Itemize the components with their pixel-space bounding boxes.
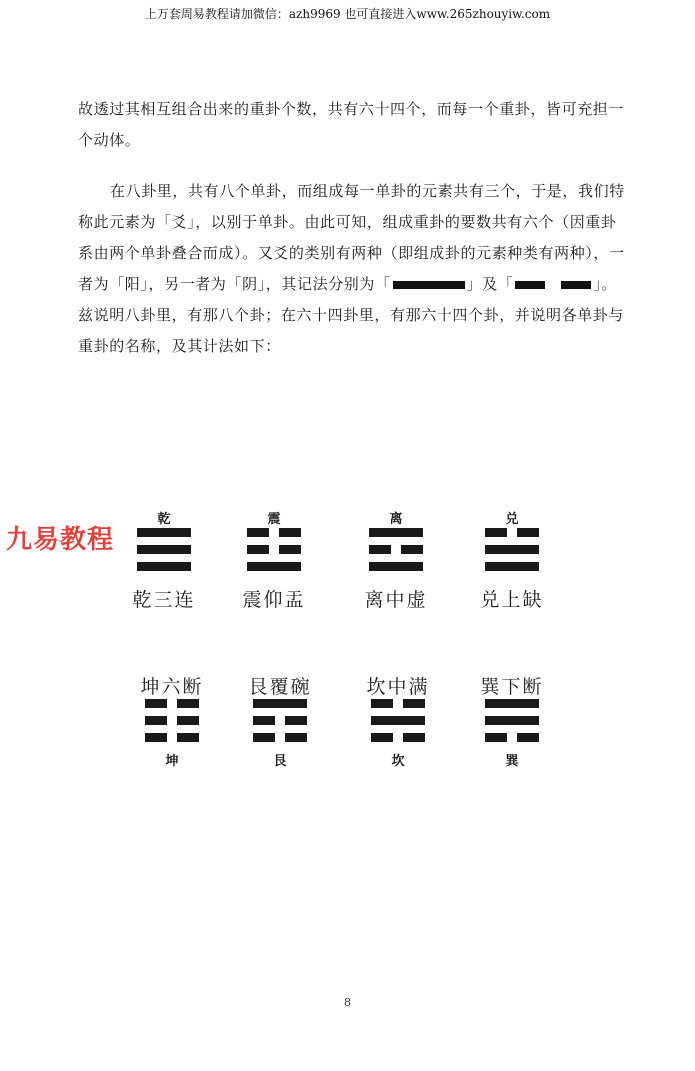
yin-line-segment (517, 528, 539, 537)
yang-line (369, 528, 423, 537)
trigram-xun (485, 699, 539, 743)
yin-line-segment (485, 528, 507, 537)
yin-line (145, 733, 199, 742)
yin-line (371, 699, 425, 708)
trigram-name-li: 离 (389, 512, 403, 527)
mnemonic-qian: 乾三连 (132, 589, 196, 611)
yin-line-segment (371, 699, 393, 708)
mnemonic-zhen: 震仰盂 (242, 589, 306, 611)
yang-line-bar (137, 562, 191, 571)
trigram-name-xun: 巽 (505, 754, 519, 769)
yang-line-bar (485, 562, 539, 571)
yin-line (253, 733, 307, 742)
trigram-zhen (247, 528, 301, 572)
yin-line-segment (247, 545, 269, 554)
yin-line (247, 545, 301, 554)
trigram-kan (371, 699, 425, 743)
yin-line-segment (517, 733, 539, 742)
yin-line-segment (285, 716, 307, 725)
mnemonic-li: 离中虚 (364, 589, 428, 611)
yang-line-bar (137, 545, 191, 554)
yang-line (137, 545, 191, 554)
paragraph-1: 故透过其相互组合出来的重卦个数，共有六十四个，而每一个重卦，皆可充担一个动体。 (78, 100, 625, 149)
yin-line (485, 733, 539, 742)
yin-line-segment (145, 699, 167, 708)
yin-line (253, 716, 307, 725)
yin-line-segment (145, 716, 167, 725)
yang-line (485, 699, 539, 708)
yin-line (145, 699, 199, 708)
trigram-kun (145, 699, 199, 743)
paragraph-2-after: 」。兹说明八卦里，有那八个卦；在六十四卦里，有那六十四个卦，并说明各单卦与重卦的名称，及其计法如下： (78, 275, 625, 355)
paragraph-2-before: 在八卦里，共有八个单卦，而组成每一单卦的元素共有三个，于是，我们特称此元素为「爻」，以别于单卦。由此可知，组成重卦的要数共有六个（因重卦系由两个单卦叠合而成）。又爻的类别有两种（即组成卦的元素种类有两种），一者为「阳」，另一者为「阴」，其记法分别为「 (78, 182, 625, 293)
yin-line (485, 528, 539, 537)
yang-line-bar (369, 528, 423, 537)
yin-line-segment (285, 733, 307, 742)
yang-line-symbol (393, 281, 465, 289)
yin-line-symbol-left (515, 281, 545, 289)
yang-line (137, 528, 191, 537)
yang-line-bar (253, 699, 307, 708)
yang-line-bar (137, 528, 191, 537)
watermark-logo: 九易教程 (6, 525, 115, 555)
trigram-li (369, 528, 423, 572)
yin-line-segment (177, 699, 199, 708)
yang-line (247, 562, 301, 571)
yin-line-segment (485, 733, 507, 742)
paragraph-2 (78, 176, 626, 362)
yang-line (371, 716, 425, 725)
yin-line-segment (371, 733, 393, 742)
mnemonic-dui: 兑上缺 (480, 589, 544, 611)
yin-line-segment (279, 528, 301, 537)
yin-line-symbol-right (561, 281, 591, 289)
trigram-name-dui: 兑 (505, 512, 519, 527)
yang-line (485, 716, 539, 725)
yang-line (369, 562, 423, 571)
paragraph-2-middle: 」及「 (466, 275, 514, 293)
yin-line-segment (177, 716, 199, 725)
trigram-gen (253, 699, 307, 743)
yang-line-bar (485, 545, 539, 554)
yin-line (145, 716, 199, 725)
yang-line-bar (247, 562, 301, 571)
yin-line-segment (247, 528, 269, 537)
yin-line (247, 528, 301, 537)
yang-line-bar (371, 716, 425, 725)
trigram-name-zhen: 震 (267, 512, 281, 527)
mnemonic-kun: 坤六断 (140, 676, 204, 698)
yin-line-segment (279, 545, 301, 554)
yin-line (369, 545, 423, 554)
trigram-qian (137, 528, 191, 572)
page-number: 8 (344, 996, 351, 1009)
yin-line (371, 733, 425, 742)
mnemonic-kan: 坎中满 (366, 676, 430, 698)
yang-line (485, 562, 539, 571)
yin-line-segment (177, 733, 199, 742)
mnemonic-gen: 艮覆碗 (248, 676, 312, 698)
yang-line (485, 545, 539, 554)
mnemonic-xun: 巽下断 (480, 676, 544, 698)
yin-line-segment (403, 699, 425, 708)
yin-line-segment (401, 545, 423, 554)
yang-line (137, 562, 191, 571)
yang-line (253, 699, 307, 708)
trigram-name-kan: 坎 (391, 754, 405, 769)
yin-line-segment (403, 733, 425, 742)
trigram-name-kun: 坤 (165, 754, 179, 769)
yin-line-segment (369, 545, 391, 554)
trigram-name-gen: 艮 (273, 754, 287, 769)
page-header: 上万套周易教程请加微信：azh9969 也可直接进入www.265zhouyiw.com (144, 7, 551, 21)
trigram-dui (485, 528, 539, 572)
yin-line-segment (253, 733, 275, 742)
yin-line-segment (253, 716, 275, 725)
yin-line-segment (145, 733, 167, 742)
trigram-name-qian: 乾 (157, 512, 171, 527)
yang-line-bar (485, 716, 539, 725)
yang-line-bar (369, 562, 423, 571)
yang-line-bar (485, 699, 539, 708)
